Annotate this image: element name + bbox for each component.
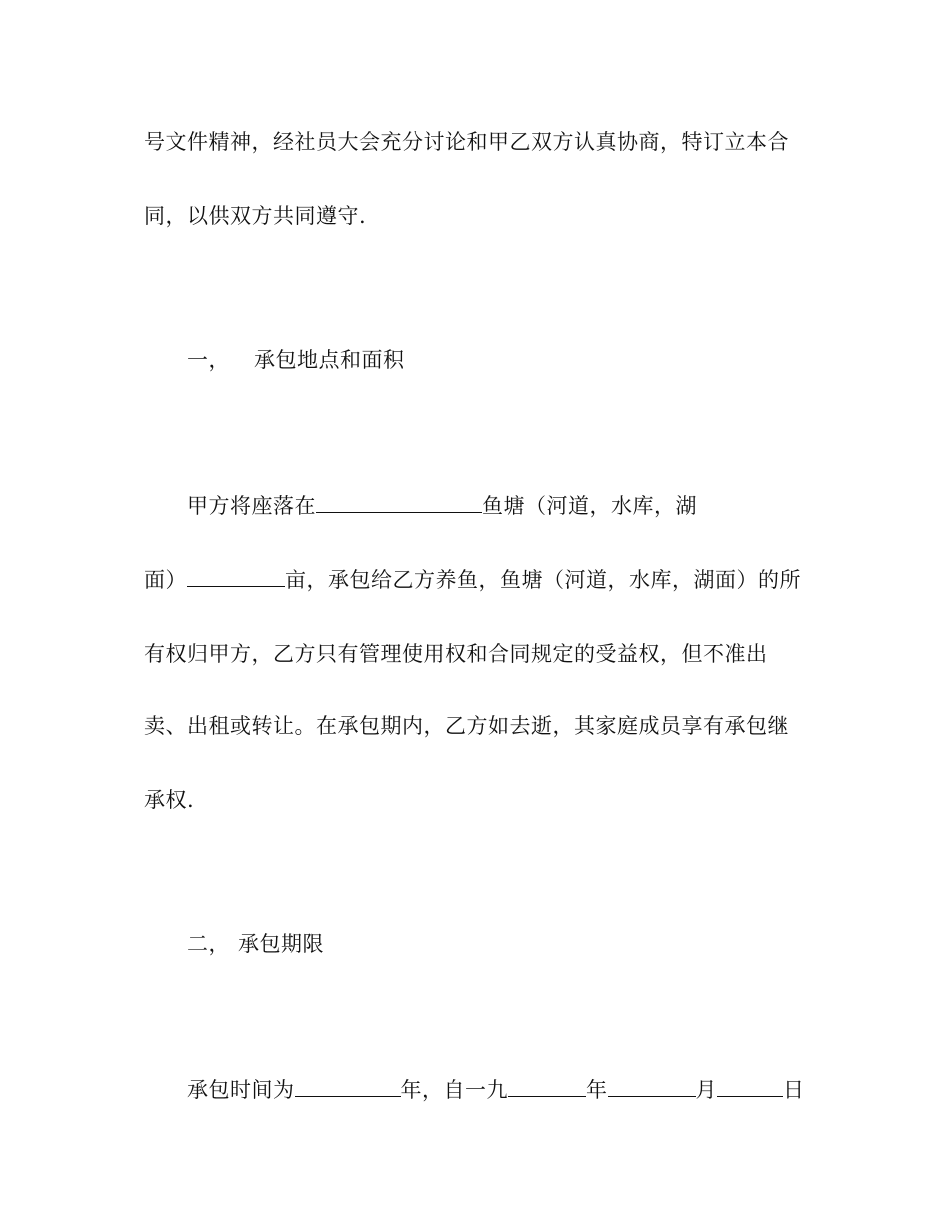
location-line-2 xyxy=(144,566,801,594)
start-year-blank xyxy=(508,1076,586,1097)
section-title-2: 承包期限 xyxy=(238,932,324,956)
intro-text-2: 同，以供双方共同遵守. xyxy=(144,204,367,228)
intro-text-1: 号文件精神，经社员大会充分讨论和甲乙双方认真协商，特订立本合 xyxy=(144,130,789,154)
location-line-3 xyxy=(144,640,768,668)
location-text-4: 卖、出租或转让。在承包期内，乙方如去逝，其家庭成员享有承包继 xyxy=(144,714,789,738)
term-text-4: 月 xyxy=(695,1078,717,1102)
location-line-4 xyxy=(144,712,789,740)
start-month-blank xyxy=(608,1076,696,1097)
location-text-1a: 甲方将座落在 xyxy=(187,494,316,518)
term-text-5: 日 xyxy=(783,1078,805,1102)
term-text-2: 年，自一九 xyxy=(400,1078,508,1102)
section-number-1: 一， xyxy=(187,348,230,372)
term-line-1 xyxy=(187,1076,805,1104)
start-day-blank xyxy=(717,1076,783,1097)
location-text-5: 承权. xyxy=(144,788,195,812)
location-text-1b: 鱼塘（河道，水库，湖 xyxy=(482,494,697,518)
location-text-2b: 亩，承包给乙方养鱼，鱼塘（河道，水库，湖面）的所 xyxy=(285,568,801,592)
section-heading-2 xyxy=(187,930,324,958)
location-text-2a: 面） xyxy=(144,568,187,592)
years-blank xyxy=(295,1076,401,1097)
location-line-5 xyxy=(144,786,194,814)
location-text-3: 有权归甲方，乙方只有管理使用权和合同规定的受益权，但不准出 xyxy=(144,642,768,666)
term-text-1: 承包时间为 xyxy=(187,1078,295,1102)
section-heading-1 xyxy=(187,346,405,374)
term-text-3: 年 xyxy=(586,1078,608,1102)
intro-line-1 xyxy=(144,128,789,156)
area-blank xyxy=(187,566,285,587)
intro-line-2 xyxy=(144,202,366,230)
section-title-1: 承包地点和面积 xyxy=(254,348,405,372)
section-number-2: 二， xyxy=(187,932,230,956)
location-blank xyxy=(316,492,482,513)
location-line-1 xyxy=(187,492,697,520)
